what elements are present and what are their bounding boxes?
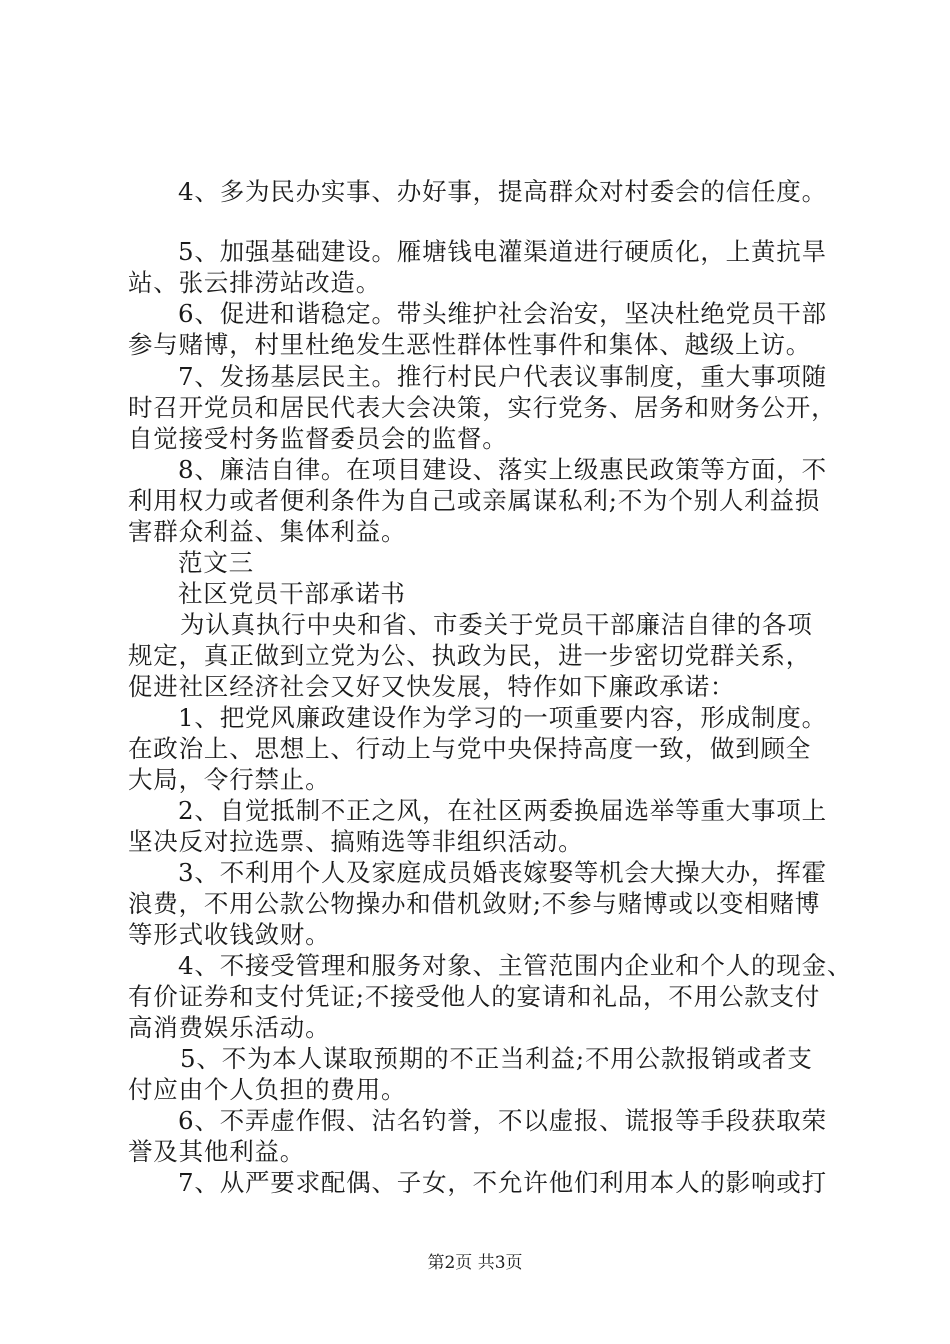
paragraph-line: 促进社区经济社会又好又快发展，特作如下廉政承诺： (128, 672, 736, 701)
paragraph-line: 5、加强基础建设。雁塘钱电灌渠道进行硬质化，上黄抗旱 (178, 237, 827, 266)
paragraph-line: 参与赌博，村里杜绝发生恶性群体性事件和集体、越级上访。 (128, 330, 812, 359)
paragraph-line: 4、多为民办实事、办好事，提高群众对村委会的信任度。 (178, 177, 827, 206)
paragraph-line: 4、不接受管理和服务对象、主管范围内企业和个人的现金、 (178, 951, 853, 980)
paragraph-line: 规定，真正做到立党为公、执政为民，进一步密切党群关系， (128, 641, 812, 670)
paragraph-line: 6、不弄虚作假、沽名钓誉，不以虚报、谎报等手段获取荣 (178, 1106, 827, 1135)
paragraph-line: 3、不利用个人及家庭成员婚丧嫁娶等机会大操大办，挥霍 (178, 858, 827, 887)
paragraph-line: 站、张云排涝站改造。 (128, 268, 381, 297)
paragraph-line: 付应由个人负担的费用。 (128, 1075, 407, 1104)
paragraph-line: 浪费，不用公款公物操办和借机敛财;不参与赌博或以变相赌博 (128, 889, 821, 918)
paragraph-line: 7、发扬基层民主。推行村民户代表议事制度，重大事项随 (178, 362, 827, 391)
paragraph-line: 誉及其他利益。 (128, 1137, 306, 1166)
paragraph-line: 坚决反对拉选票、搞贿选等非组织活动。 (128, 827, 584, 856)
paragraph-line: 有价证券和支付凭证;不接受他人的宴请和礼品，不用公款支付 (128, 982, 821, 1011)
section-heading: 范文三 (178, 548, 254, 577)
paragraph-line: 自觉接受村务监督委员会的监督。 (128, 424, 508, 453)
paragraph-line: 5、不为本人谋取预期的不正当利益;不用公款报销或者支 (180, 1044, 813, 1073)
paragraph-line: 为认真执行中央和省、市委关于党员干部廉洁自律的各项 (180, 610, 813, 639)
paragraph-line: 8、廉洁自律。在项目建设、落实上级惠民政策等方面，不 (178, 455, 827, 484)
paragraph-line: 6、促进和谐稳定。带头维护社会治安，坚决杜绝党员干部 (178, 299, 827, 328)
page-number-footer: 第2页 共3页 (427, 1253, 523, 1273)
paragraph-line: 在政治上、思想上、行动上与党中央保持高度一致，做到顾全 (128, 734, 812, 763)
paragraph-line: 害群众利益、集体利益。 (128, 517, 407, 546)
paragraph-line: 时召开党员和居民代表大会决策，实行党务、居务和财务公开， (128, 393, 837, 422)
paragraph-line: 7、从严要求配偶、子女，不允许他们利用本人的影响或打 (178, 1168, 827, 1197)
paragraph-line: 1、把党风廉政建设作为学习的一项重要内容，形成制度。 (178, 703, 827, 732)
paragraph-line: 等形式收钱敛财。 (128, 920, 331, 949)
paragraph-line: 大局，令行禁止。 (128, 765, 331, 794)
paragraph-line: 利用权力或者便利条件为自己或亲属谋私利;不为个别人利益损 (128, 486, 821, 515)
document-title: 社区党员干部承诺书 (178, 579, 406, 608)
paragraph-line: 2、自觉抵制不正之风，在社区两委换届选举等重大事项上 (178, 796, 827, 825)
paragraph-line: 高消费娱乐活动。 (128, 1013, 331, 1042)
